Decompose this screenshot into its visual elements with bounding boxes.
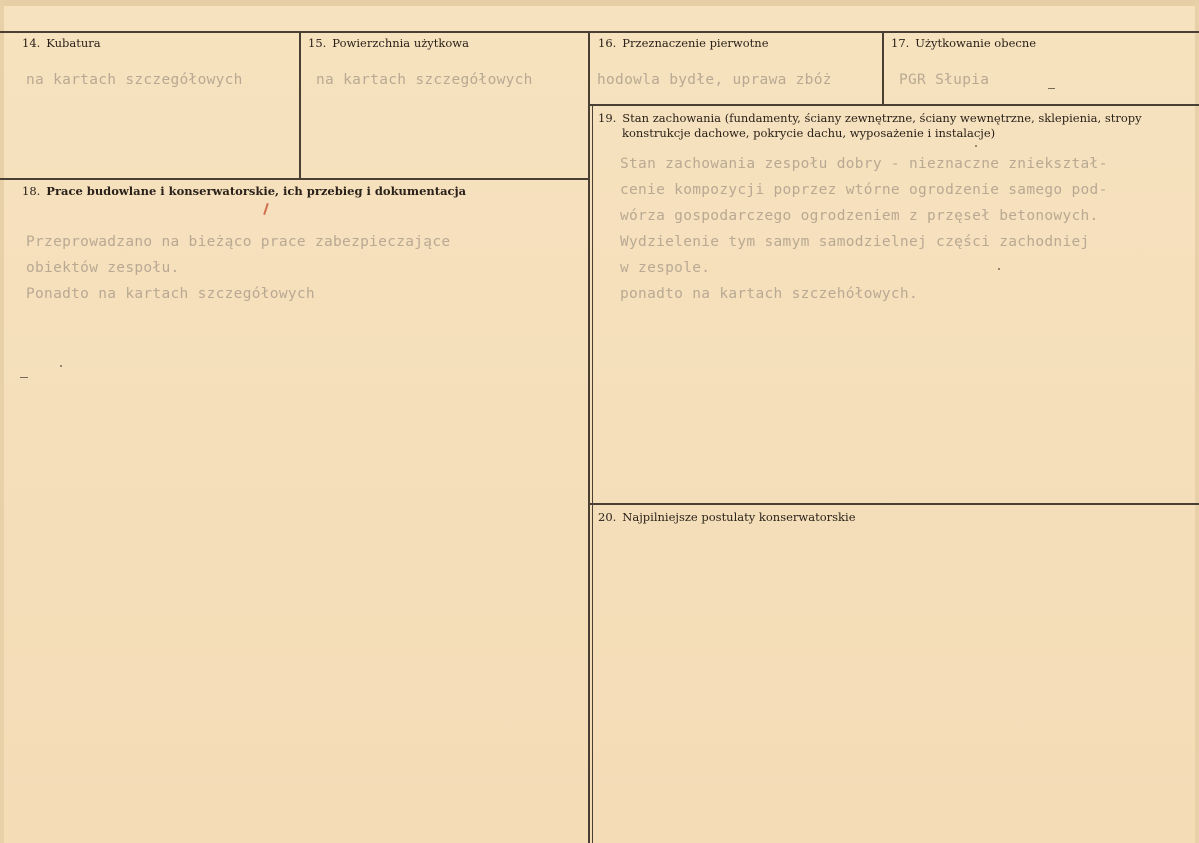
stray-mark-2 <box>60 365 62 367</box>
field-19-line-6: ponadto na kartach szczehółowych. <box>620 286 918 302</box>
field-20-number: 20. <box>598 510 617 524</box>
rule-divider-16-17 <box>882 31 884 104</box>
field-19-number: 19. <box>598 111 617 125</box>
card-edge-top <box>0 0 1199 6</box>
rule-under-16-17 <box>588 104 1199 106</box>
field-19-line-4: Wydzielenie tym samym samodzielnej części zachodniej <box>620 234 1090 250</box>
field-14-value: na kartach szczegółowych <box>26 72 243 88</box>
field-17-title: Użytkowanie obecne <box>915 36 1037 50</box>
field-16-label <box>598 36 769 51</box>
field-19-label-line-1 <box>598 111 1142 126</box>
rule-center-vertical <box>588 31 590 843</box>
field-17-value: PGR Słupia <box>899 72 990 88</box>
field-18-line-2: obiektów zespołu. <box>26 260 180 276</box>
field-18-number: 18. <box>22 184 41 198</box>
card-edge-right <box>1195 0 1199 843</box>
rule-top <box>0 31 1199 33</box>
rule-center-vertical-inner <box>592 104 593 843</box>
stray-mark-1 <box>20 377 28 378</box>
field-14-title: Kubatura <box>46 36 101 50</box>
field-20-title: Najpilniejsze postulaty konserwatorskie <box>622 510 856 524</box>
field-14-label <box>22 36 101 51</box>
rule-divider-14-15 <box>299 31 301 179</box>
field-19-line-2: cenie kompozycji poprzez wtórne ogrodzenie samego pod- <box>620 182 1108 198</box>
field-19-title: Stan zachowania (fundamenty, ściany zewnętrzne, ściany wewnętrzne, sklepienia, stropy <box>622 111 1142 125</box>
field-16-value: hodowla bydłe, uprawa zbóż <box>597 72 832 88</box>
field-15-number: 15. <box>308 36 327 50</box>
field-18-title: Prace budowlane i konserwatorskie, ich przebieg i dokumentacja <box>46 184 467 198</box>
field-15-value: na kartach szczegółowych <box>316 72 533 88</box>
field-15-title: Powierzchnia użytkowa <box>332 36 469 50</box>
field-17-label <box>891 36 1036 51</box>
field-20-label <box>598 510 856 525</box>
field-19-line-3: wórza gospodarczego ogrodzeniem z przęseł betonowych. <box>620 208 1099 224</box>
red-pen-mark <box>263 203 269 215</box>
field-18-line-1: Przeprowadzano na bieżąco prace zabezpieczające <box>26 234 451 250</box>
field-14-number: 14. <box>22 36 41 50</box>
rule-above-20 <box>590 503 1199 505</box>
field-17-number: 17. <box>891 36 910 50</box>
field-19-label-line-2: konstrukcje dachowe, pokrycie dachu, wyposażenie i instalacje) <box>622 126 996 140</box>
field-15-label <box>308 36 469 51</box>
rule-under-14-15 <box>0 178 590 180</box>
field-16-number: 16. <box>598 36 617 50</box>
field-16-title: Przeznaczenie pierwotne <box>622 36 769 50</box>
field-18-label <box>22 184 466 199</box>
card-edge-left <box>0 0 4 843</box>
field-19-line-5: w zespole. <box>620 260 711 276</box>
stray-mark-3 <box>998 268 1000 270</box>
field-18-line-3: Ponadto na kartach szczegółowych <box>26 286 315 302</box>
field-19-line-1: Stan zachowania zespołu dobry - nieznaczne zniekształ- <box>620 156 1108 172</box>
stray-mark-4 <box>1048 88 1055 89</box>
stray-mark-5 <box>975 145 977 147</box>
